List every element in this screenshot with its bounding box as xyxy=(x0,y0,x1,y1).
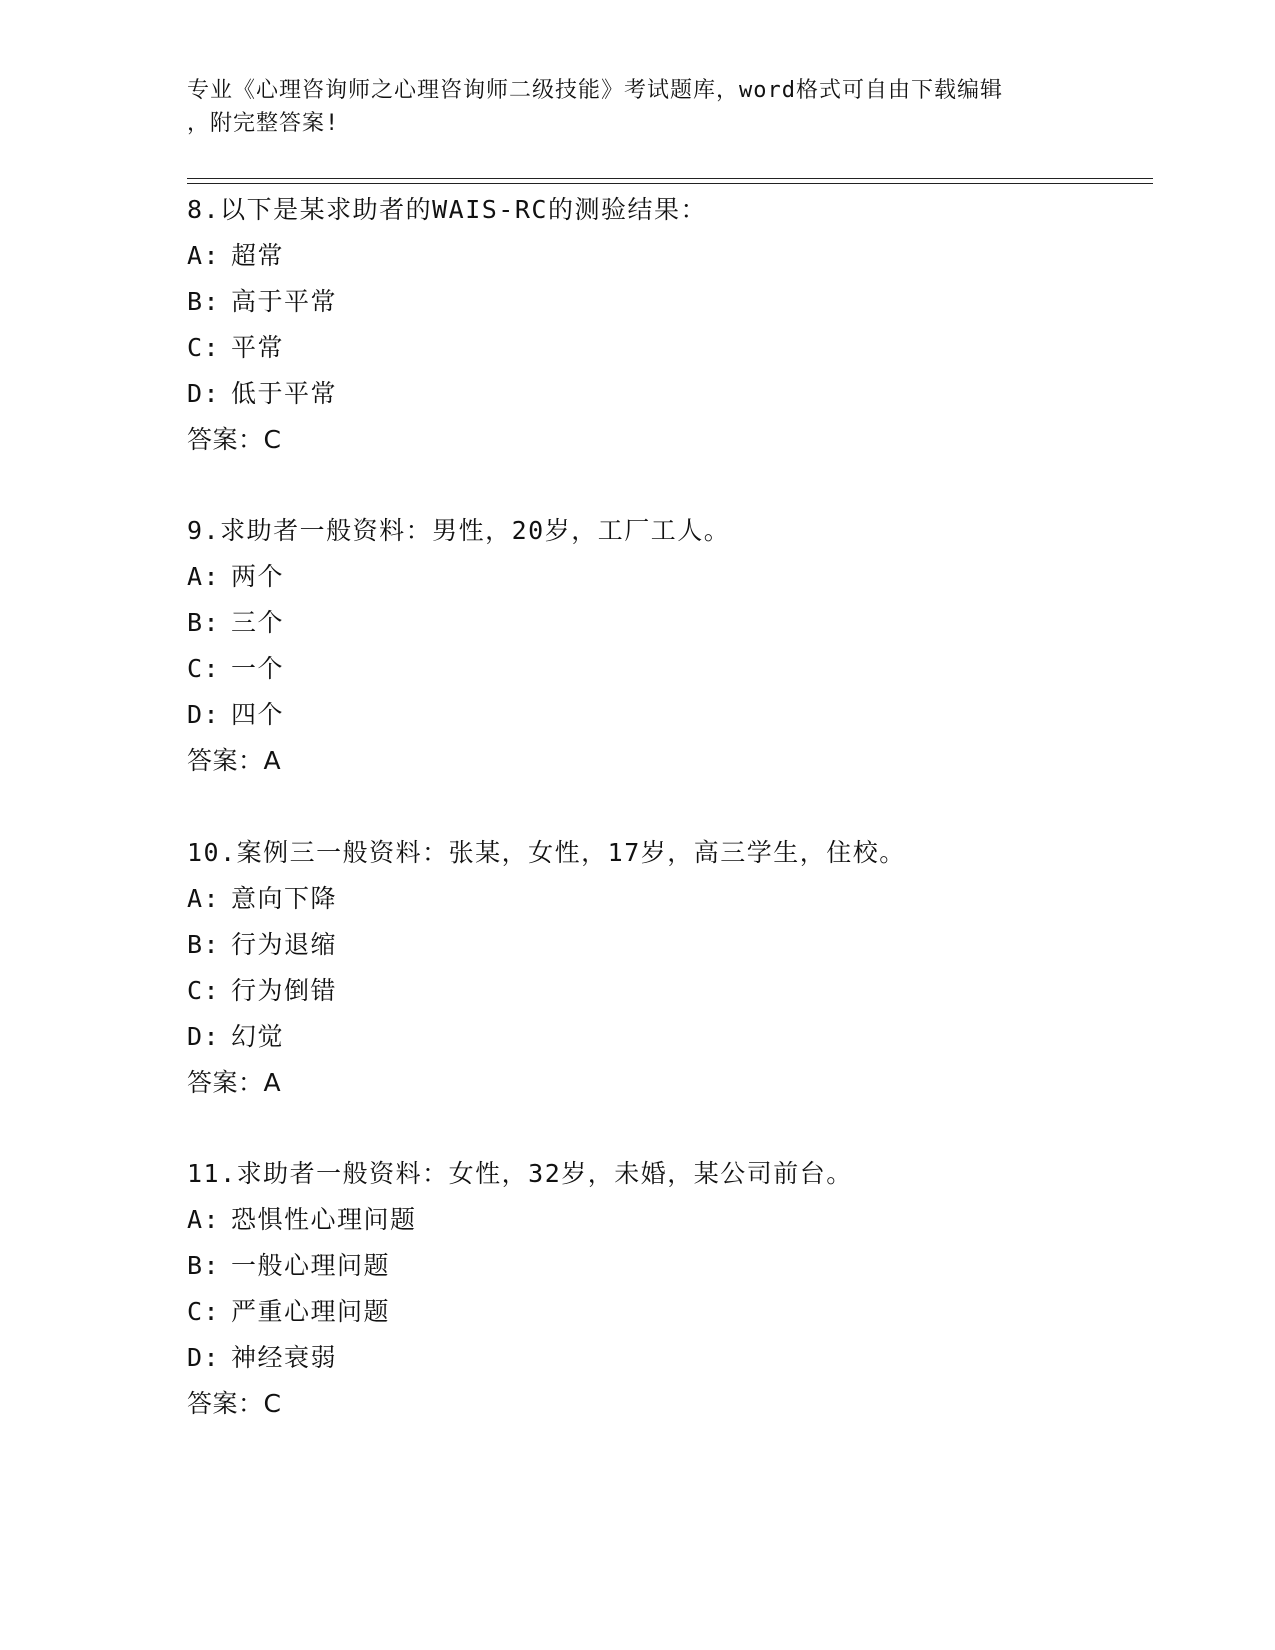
question-8 xyxy=(187,187,1167,463)
option-d xyxy=(187,692,1167,738)
question-10 xyxy=(187,830,1167,1106)
question-stem: 10.案例三一般资料：张某，女性，17岁，高三学生，住校。 xyxy=(187,838,906,867)
option-text: 行为倒错 xyxy=(231,976,338,1005)
option-letter: B: xyxy=(187,287,221,316)
option-letter: C: xyxy=(187,976,221,1005)
header-line-2: ，附完整答案! xyxy=(187,111,340,136)
header-divider-bottom xyxy=(187,183,1153,184)
option-text: 严重心理问题 xyxy=(231,1297,391,1326)
option-letter: B: xyxy=(187,1251,221,1280)
option-b xyxy=(187,279,1167,325)
option-a xyxy=(187,554,1167,600)
option-text: 幻觉 xyxy=(231,1022,285,1051)
question-stem: 9.求助者一般资料：男性，20岁，工厂工人。 xyxy=(187,516,731,545)
option-text: 一个 xyxy=(231,654,285,683)
answer: 答案：C xyxy=(187,425,282,454)
option-d xyxy=(187,371,1167,417)
option-a xyxy=(187,233,1167,279)
option-text: 三个 xyxy=(231,608,285,637)
option-letter: A: xyxy=(187,884,221,913)
option-text: 两个 xyxy=(231,562,285,591)
answer: 答案：C xyxy=(187,1389,282,1418)
option-a xyxy=(187,1197,1167,1243)
header-divider-top xyxy=(187,178,1153,179)
option-letter: C: xyxy=(187,654,221,683)
option-letter: D: xyxy=(187,1022,221,1051)
option-text: 一般心理问题 xyxy=(231,1251,391,1280)
option-letter: B: xyxy=(187,930,221,959)
question-9 xyxy=(187,508,1167,784)
question-11 xyxy=(187,1151,1167,1427)
option-text: 意向下降 xyxy=(231,884,338,913)
option-c xyxy=(187,325,1167,371)
answer: 答案：A xyxy=(187,1068,282,1097)
header-line-1: 专业《心理咨询师之心理咨询师二级技能》考试题库，word格式可自由下载编辑 xyxy=(187,78,1003,103)
option-text: 平常 xyxy=(231,333,285,362)
option-letter: D: xyxy=(187,1343,221,1372)
option-a xyxy=(187,876,1167,922)
option-letter: B: xyxy=(187,608,221,637)
option-letter: C: xyxy=(187,333,221,362)
option-c xyxy=(187,646,1167,692)
question-stem: 11.求助者一般资料：女性，32岁，未婚，某公司前台。 xyxy=(187,1159,853,1188)
answer: 答案：A xyxy=(187,746,282,775)
question-stem: 8.以下是某求助者的WAIS-RC的测验结果： xyxy=(187,195,707,224)
option-text: 低于平常 xyxy=(231,379,338,408)
option-letter: D: xyxy=(187,379,221,408)
option-letter: D: xyxy=(187,700,221,729)
option-text: 恐惧性心理问题 xyxy=(231,1205,417,1234)
option-letter: A: xyxy=(187,241,221,270)
option-letter: C: xyxy=(187,1297,221,1326)
option-c xyxy=(187,968,1167,1014)
option-b xyxy=(187,922,1167,968)
option-text: 超常 xyxy=(231,241,285,270)
option-letter: A: xyxy=(187,562,221,591)
option-text: 行为退缩 xyxy=(231,930,338,959)
option-b xyxy=(187,1243,1167,1289)
option-text: 高于平常 xyxy=(231,287,338,316)
option-text: 四个 xyxy=(231,700,285,729)
document-header xyxy=(187,74,1087,140)
option-d xyxy=(187,1335,1167,1381)
option-b xyxy=(187,600,1167,646)
option-d xyxy=(187,1014,1167,1060)
option-c xyxy=(187,1289,1167,1335)
option-letter: A: xyxy=(187,1205,221,1234)
option-text: 神经衰弱 xyxy=(231,1343,338,1372)
